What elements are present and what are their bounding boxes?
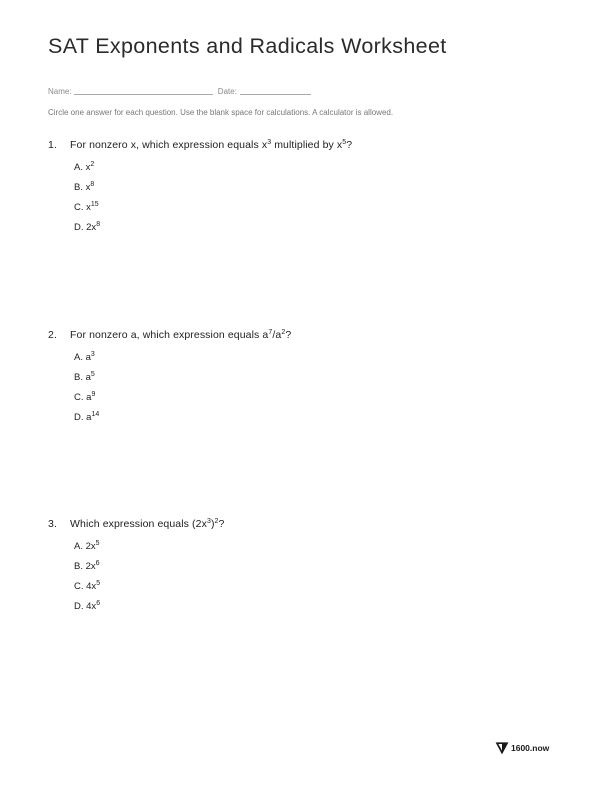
text-segment: multiplied by x	[271, 139, 343, 151]
exponent: 7	[268, 329, 273, 336]
exponent: 5	[342, 139, 347, 146]
name-label: Name:	[48, 87, 72, 96]
answer-choice[interactable]	[74, 160, 568, 180]
answer-choice[interactable]	[74, 180, 568, 200]
text-segment: ?	[218, 518, 225, 530]
question-2	[48, 329, 568, 430]
text-segment: A. x	[74, 162, 91, 173]
question-number: 2.	[48, 329, 57, 341]
answer-choice[interactable]	[74, 539, 568, 559]
text-segment: ?	[285, 329, 292, 341]
answer-choice[interactable]	[74, 559, 568, 579]
exponent: 6	[95, 560, 100, 567]
answer-choice[interactable]	[74, 370, 568, 390]
question-stem	[48, 518, 568, 530]
text-segment: B. x	[74, 182, 91, 193]
answer-choice[interactable]	[74, 599, 568, 619]
text-segment: C. x	[74, 202, 91, 213]
answer-choice[interactable]	[74, 200, 568, 220]
name-date-line	[48, 87, 311, 96]
question-number: 3.	[48, 518, 57, 530]
exponent: 6	[96, 600, 101, 607]
exponent: 5	[95, 540, 100, 547]
exponent: 3	[90, 351, 95, 358]
question-stem	[48, 329, 568, 341]
text-segment: B. a	[74, 372, 91, 383]
question-3	[48, 518, 568, 619]
text-segment: A. a	[74, 352, 91, 363]
exponent: 5	[96, 580, 101, 587]
text-segment: A. 2x	[74, 541, 96, 552]
exponent: 8	[90, 181, 95, 188]
exponent: 15	[90, 201, 99, 208]
text-segment: )	[210, 518, 215, 530]
text-segment: Which expression equals (2x	[70, 518, 207, 530]
page-title: SAT Exponents and Radicals Worksheet	[48, 34, 447, 58]
text-segment: D. 4x	[74, 601, 97, 612]
exponent: 9	[91, 391, 96, 398]
text-segment: For nonzero a, which expression equals a	[70, 329, 269, 341]
answer-choices	[74, 160, 568, 240]
text-segment: For nonzero x, which expression equals x	[70, 139, 268, 151]
answer-choice[interactable]	[74, 390, 568, 410]
brand-name: 1600.now	[511, 743, 550, 753]
text-segment: C. 4x	[74, 581, 97, 592]
date-blank-line	[240, 87, 311, 95]
question-number: 1.	[48, 139, 57, 151]
question-1	[48, 139, 568, 240]
question-stem	[48, 139, 568, 151]
answer-choice[interactable]	[74, 410, 568, 430]
exponent: 2	[90, 161, 95, 168]
answer-choice[interactable]	[74, 220, 568, 240]
exponent: 2	[281, 329, 286, 336]
answer-choice[interactable]	[74, 579, 568, 599]
exponent: 3	[267, 139, 272, 146]
text-segment: D. a	[74, 412, 92, 423]
date-label: Date:	[217, 87, 237, 96]
answer-choices	[74, 539, 568, 619]
text-segment: /a	[272, 329, 282, 341]
exponent: 14	[91, 411, 100, 418]
answer-choice[interactable]	[74, 350, 568, 370]
text-segment: D. 2x	[74, 222, 97, 233]
exponent: 3	[206, 518, 211, 525]
exponent: 2	[214, 518, 219, 525]
name-blank-line	[74, 87, 213, 95]
shield-v-logo-icon	[494, 740, 510, 756]
text-segment: B. 2x	[74, 561, 96, 572]
brand-footer	[494, 740, 549, 756]
answer-choices	[74, 350, 568, 430]
exponent: 8	[96, 221, 101, 228]
text-segment: C. a	[74, 392, 92, 403]
text-segment: ?	[346, 139, 353, 151]
instructions: Circle one answer for each question. Use the blank space for calculations. A calculator is allowed.	[48, 108, 394, 117]
exponent: 5	[90, 371, 95, 378]
